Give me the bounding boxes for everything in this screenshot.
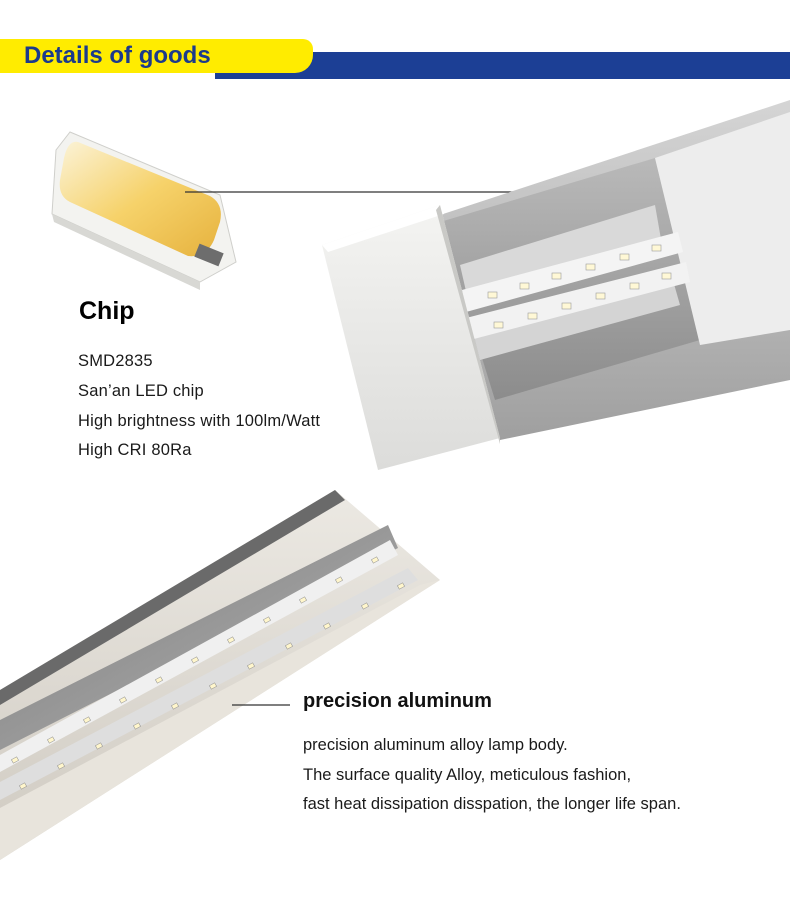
aluminum-description-line: fast heat dissipation disspation, the longer life span. [303, 795, 681, 813]
chip-spec-line: High brightness with 100lm/Watt [78, 412, 321, 430]
aluminum-description-line: precision aluminum alloy lamp body. [303, 736, 568, 754]
chip-spec-line: High CRI 80Ra [78, 441, 192, 459]
aluminum-heading: precision aluminum [303, 690, 492, 712]
chip-spec-line: SMD2835 [78, 352, 153, 370]
led-chip-image [52, 132, 236, 290]
chip-heading: Chip [79, 297, 135, 325]
page-title: Details of goods [24, 42, 211, 69]
aluminum-description-line: The surface quality Alloy, meticulous fashion, [303, 766, 632, 784]
chip-spec-line: San’an LED chip [78, 382, 204, 400]
lamp-end-view-image [322, 100, 790, 470]
